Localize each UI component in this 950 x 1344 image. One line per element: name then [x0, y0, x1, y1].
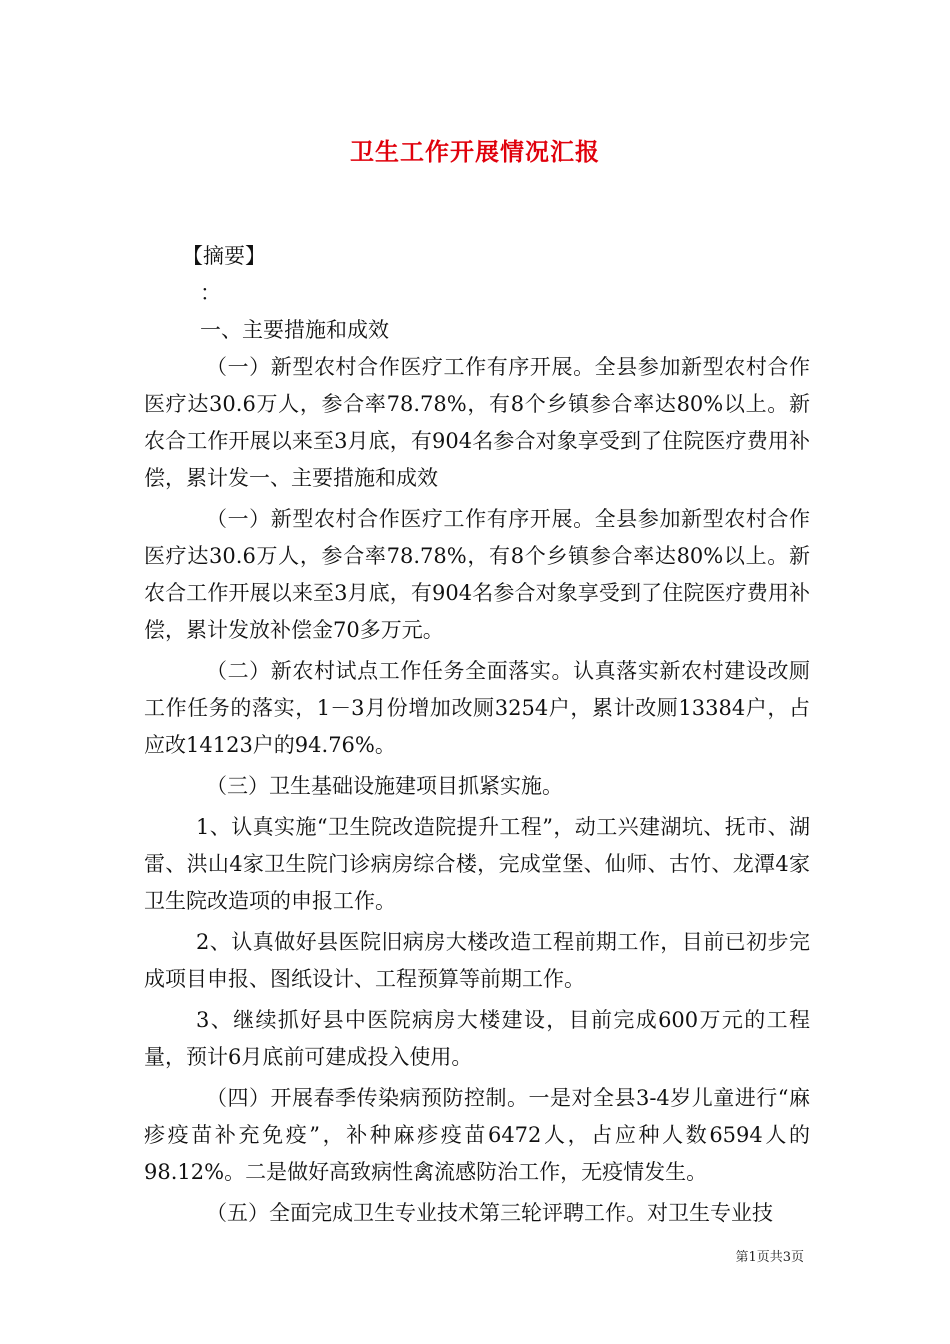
abstract-colon: ：: [200, 281, 221, 305]
paragraph-3: （二）新农村试点工作任务全面落实。认真落实新农村建设改厕工作任务的落实，1－3月份增加改厕3254户，累计改厕13384户，占应改14123户的94.76%。: [144, 659, 810, 757]
paragraph-4: （三）卫生基础设施建项目抓紧实施。: [206, 774, 563, 798]
document-body: [144, 238, 810, 1232]
document-title: 卫生工作开展情况汇报: [350, 137, 600, 166]
page-number: 第1页共3页: [735, 1250, 804, 1265]
paragraph-6: 2、认真做好县医院旧病房大楼改造工程前期工作，目前已初步完成项目申报、图纸设计、工程预算等前期工作。: [144, 930, 810, 991]
paragraph-9: （五）全面完成卫生专业技术第三轮评聘工作。对卫生专业技: [206, 1201, 773, 1225]
paragraph-1: （一）新型农村合作医疗工作有序开展。全县参加新型农村合作医疗达30.6万人，参合率78.78%，有8个乡镇参合率达80%以上。新农合工作开展以来至3月底，有904名参合对象享受到了住院医疗费用补偿，累计发一、主要措施和成效: [144, 355, 810, 490]
paragraph-7: 3、继续抓好县中医院病房大楼建设，目前完成600万元的工程量，预计6月底前可建成投入使用。: [144, 1008, 810, 1069]
paragraph-5: 1、认真实施“卫生院改造院提升工程”，动工兴建湖坑、抚市、湖雷、洪山4家卫生院门诊病房综合楼，完成堂堡、仙师、古竹、龙潭4家卫生院改造项的申报工作。: [144, 815, 810, 913]
paragraph-2: （一）新型农村合作医疗工作有序开展。全县参加新型农村合作医疗达30.6万人，参合率78.78%，有8个乡镇参合率达80%以上。新农合工作开展以来至3月底，有904名参合对象享受到了住院医疗费用补偿，累计发放补偿金70多万元。: [144, 507, 810, 642]
abstract-label: 【摘要】: [182, 244, 266, 268]
paragraph-8: （四）开展春季传染病预防控制。一是对全县3-4岁儿童进行“麻疹疫苗补充免疫”，补种麻疹疫苗6472人，占应种人数6594人的98.12%。二是做好高致病性禽流感防治工作，无疫情发生。: [144, 1086, 810, 1184]
section-heading: 一、主要措施和成效: [200, 318, 389, 342]
